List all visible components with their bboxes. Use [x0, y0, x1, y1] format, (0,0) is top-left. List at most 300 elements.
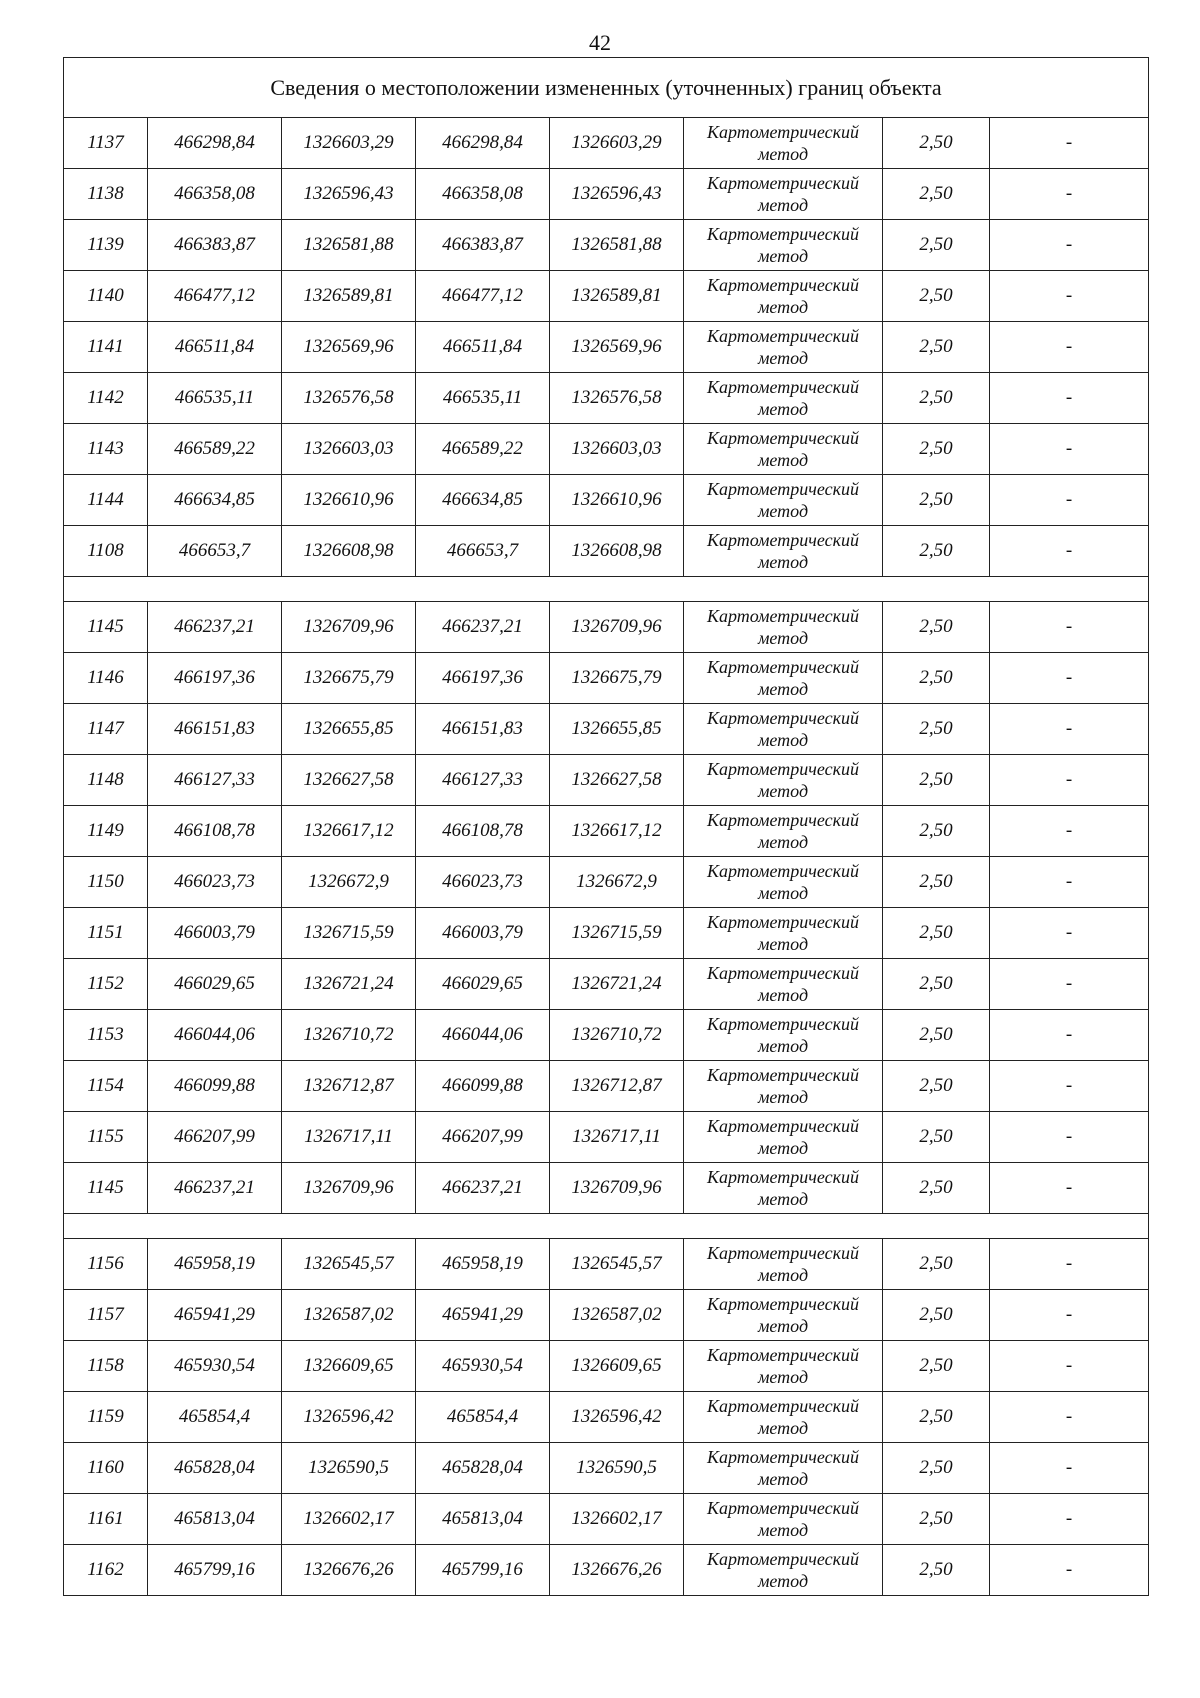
- method-line-2: метод: [757, 501, 809, 521]
- x-existing-cell: 466237,21: [148, 1163, 282, 1214]
- description-cell: -: [990, 1010, 1149, 1061]
- accuracy-cell: 2,50: [883, 704, 990, 755]
- accuracy-cell: 2,50: [883, 755, 990, 806]
- point-number-cell: 1155: [64, 1112, 148, 1163]
- method-line-1: Картометрический: [706, 1243, 859, 1263]
- table-title-row: [64, 58, 1149, 118]
- x-existing-cell: 466003,79: [148, 908, 282, 959]
- y-existing-cell: 1326581,88: [282, 220, 416, 271]
- method-line-1: Картометрический: [706, 377, 859, 397]
- x-existing-cell: 466127,33: [148, 755, 282, 806]
- point-number-cell: 1139: [64, 220, 148, 271]
- method-line-2: метод: [757, 628, 809, 648]
- method-line-2: метод: [757, 679, 809, 699]
- table-row: [64, 1290, 1149, 1341]
- description-cell: -: [990, 1443, 1149, 1494]
- accuracy-cell: 2,50: [883, 526, 990, 577]
- accuracy-cell: 2,50: [883, 1010, 990, 1061]
- method-line-2: метод: [757, 144, 809, 164]
- accuracy-cell: 2,50: [883, 806, 990, 857]
- point-number-cell: 1151: [64, 908, 148, 959]
- accuracy-cell: 2,50: [883, 1341, 990, 1392]
- method-line-2: метод: [757, 348, 809, 368]
- method-line-1: Картометрический: [706, 173, 859, 193]
- method-line-2: метод: [757, 552, 809, 572]
- method-line-2: метод: [757, 883, 809, 903]
- contour-separator-row: [64, 577, 1149, 602]
- y-refined-cell: 1326721,24: [550, 959, 684, 1010]
- y-refined-cell: 1326627,58: [550, 755, 684, 806]
- x-refined-cell: 466044,06: [416, 1010, 550, 1061]
- accuracy-cell: 2,50: [883, 1545, 990, 1596]
- y-refined-cell: 1326655,85: [550, 704, 684, 755]
- accuracy-cell: 2,50: [883, 169, 990, 220]
- table-row: [64, 1494, 1149, 1545]
- x-existing-cell: 465930,54: [148, 1341, 282, 1392]
- description-cell: -: [990, 857, 1149, 908]
- description-cell: -: [990, 1061, 1149, 1112]
- table-row: [64, 526, 1149, 577]
- point-number-cell: 1140: [64, 271, 148, 322]
- method-line-2: метод: [757, 1571, 809, 1591]
- description-cell: -: [990, 169, 1149, 220]
- point-number-cell: 1157: [64, 1290, 148, 1341]
- y-existing-cell: 1326596,42: [282, 1392, 416, 1443]
- method-cell: [684, 1392, 883, 1443]
- method-cell: [684, 1290, 883, 1341]
- y-refined-cell: 1326545,57: [550, 1239, 684, 1290]
- method-cell: [684, 908, 883, 959]
- description-cell: -: [990, 373, 1149, 424]
- method-line-1: Картометрический: [706, 1116, 859, 1136]
- description-cell: -: [990, 1341, 1149, 1392]
- x-existing-cell: 466358,08: [148, 169, 282, 220]
- contour-separator: [64, 577, 1149, 602]
- table-row: [64, 959, 1149, 1010]
- point-number-cell: 1154: [64, 1061, 148, 1112]
- method-line-1: Картометрический: [706, 479, 859, 499]
- table-row: [64, 908, 1149, 959]
- x-refined-cell: 466358,08: [416, 169, 550, 220]
- method-line-1: Картометрический: [706, 1345, 859, 1365]
- y-refined-cell: 1326576,58: [550, 373, 684, 424]
- method-line-2: метод: [757, 1367, 809, 1387]
- x-refined-cell: 466197,36: [416, 653, 550, 704]
- accuracy-cell: 2,50: [883, 1112, 990, 1163]
- description-cell: -: [990, 1290, 1149, 1341]
- description-cell: -: [990, 526, 1149, 577]
- x-refined-cell: 465941,29: [416, 1290, 550, 1341]
- point-number-cell: 1158: [64, 1341, 148, 1392]
- point-number-cell: 1145: [64, 602, 148, 653]
- method-line-1: Картометрический: [706, 326, 859, 346]
- method-line-1: Картометрический: [706, 912, 859, 932]
- point-number-cell: 1156: [64, 1239, 148, 1290]
- method-cell: [684, 857, 883, 908]
- method-line-2: метод: [757, 934, 809, 954]
- method-line-2: метод: [757, 832, 809, 852]
- accuracy-cell: 2,50: [883, 1392, 990, 1443]
- y-existing-cell: 1326603,03: [282, 424, 416, 475]
- x-refined-cell: 466029,65: [416, 959, 550, 1010]
- x-refined-cell: 465813,04: [416, 1494, 550, 1545]
- method-line-1: Картометрический: [706, 428, 859, 448]
- y-existing-cell: 1326709,96: [282, 602, 416, 653]
- point-number-cell: 1160: [64, 1443, 148, 1494]
- accuracy-cell: 2,50: [883, 908, 990, 959]
- table-row: [64, 271, 1149, 322]
- method-line-2: метод: [757, 297, 809, 317]
- y-refined-cell: 1326712,87: [550, 1061, 684, 1112]
- method-cell: [684, 1163, 883, 1214]
- method-line-1: Картометрический: [706, 1498, 859, 1518]
- description-cell: -: [990, 271, 1149, 322]
- method-line-1: Картометрический: [706, 1396, 859, 1416]
- table-row: [64, 1341, 1149, 1392]
- table-row: [64, 1163, 1149, 1214]
- point-number-cell: 1161: [64, 1494, 148, 1545]
- y-existing-cell: 1326596,43: [282, 169, 416, 220]
- method-cell: [684, 653, 883, 704]
- method-line-2: метод: [757, 1520, 809, 1540]
- description-cell: -: [990, 755, 1149, 806]
- method-line-2: метод: [757, 781, 809, 801]
- x-existing-cell: 466383,87: [148, 220, 282, 271]
- y-refined-cell: 1326596,42: [550, 1392, 684, 1443]
- method-line-1: Картометрический: [706, 275, 859, 295]
- method-line-1: Картометрический: [706, 122, 859, 142]
- description-cell: -: [990, 704, 1149, 755]
- table-row: [64, 806, 1149, 857]
- y-refined-cell: 1326675,79: [550, 653, 684, 704]
- description-cell: -: [990, 475, 1149, 526]
- x-refined-cell: 466298,84: [416, 118, 550, 169]
- method-line-1: Картометрический: [706, 861, 859, 881]
- x-existing-cell: 466477,12: [148, 271, 282, 322]
- point-number-cell: 1137: [64, 118, 148, 169]
- x-refined-cell: 466237,21: [416, 1163, 550, 1214]
- method-cell: [684, 602, 883, 653]
- y-existing-cell: 1326587,02: [282, 1290, 416, 1341]
- y-existing-cell: 1326569,96: [282, 322, 416, 373]
- method-line-2: метод: [757, 450, 809, 470]
- x-existing-cell: 465854,4: [148, 1392, 282, 1443]
- x-refined-cell: 466003,79: [416, 908, 550, 959]
- y-refined-cell: 1326717,11: [550, 1112, 684, 1163]
- y-existing-cell: 1326576,58: [282, 373, 416, 424]
- method-line-2: метод: [757, 1265, 809, 1285]
- y-existing-cell: 1326717,11: [282, 1112, 416, 1163]
- x-existing-cell: 466108,78: [148, 806, 282, 857]
- description-cell: -: [990, 1163, 1149, 1214]
- method-cell: [684, 1239, 883, 1290]
- accuracy-cell: 2,50: [883, 653, 990, 704]
- y-existing-cell: 1326603,29: [282, 118, 416, 169]
- method-line-2: метод: [757, 1316, 809, 1336]
- y-existing-cell: 1326627,58: [282, 755, 416, 806]
- point-number-cell: 1138: [64, 169, 148, 220]
- method-line-2: метод: [757, 246, 809, 266]
- y-existing-cell: 1326675,79: [282, 653, 416, 704]
- description-cell: -: [990, 653, 1149, 704]
- x-refined-cell: 466589,22: [416, 424, 550, 475]
- y-refined-cell: 1326609,65: [550, 1341, 684, 1392]
- method-cell: [684, 526, 883, 577]
- method-cell: [684, 169, 883, 220]
- y-refined-cell: 1326610,96: [550, 475, 684, 526]
- y-existing-cell: 1326710,72: [282, 1010, 416, 1061]
- point-number-cell: 1146: [64, 653, 148, 704]
- point-number-cell: 1149: [64, 806, 148, 857]
- method-line-1: Картометрический: [706, 708, 859, 728]
- description-cell: -: [990, 424, 1149, 475]
- y-existing-cell: 1326609,65: [282, 1341, 416, 1392]
- method-cell: [684, 959, 883, 1010]
- method-line-2: метод: [757, 195, 809, 215]
- x-existing-cell: 466511,84: [148, 322, 282, 373]
- accuracy-cell: 2,50: [883, 220, 990, 271]
- x-refined-cell: 466127,33: [416, 755, 550, 806]
- method-cell: [684, 322, 883, 373]
- x-existing-cell: 466535,11: [148, 373, 282, 424]
- method-line-1: Картометрический: [706, 963, 859, 983]
- description-cell: -: [990, 118, 1149, 169]
- page-number: 42: [589, 30, 611, 55]
- table-row: [64, 1443, 1149, 1494]
- y-existing-cell: 1326712,87: [282, 1061, 416, 1112]
- accuracy-cell: 2,50: [883, 1443, 990, 1494]
- table-row: [64, 373, 1149, 424]
- contour-separator-row: [64, 1214, 1149, 1239]
- method-cell: [684, 1494, 883, 1545]
- x-refined-cell: 466099,88: [416, 1061, 550, 1112]
- method-cell: [684, 475, 883, 526]
- method-cell: [684, 704, 883, 755]
- point-number-cell: 1148: [64, 755, 148, 806]
- x-refined-cell: 465958,19: [416, 1239, 550, 1290]
- table-row: [64, 424, 1149, 475]
- method-line-1: Картометрический: [706, 224, 859, 244]
- method-line-1: Картометрический: [706, 1447, 859, 1467]
- description-cell: -: [990, 1494, 1149, 1545]
- y-existing-cell: 1326602,17: [282, 1494, 416, 1545]
- table-row: [64, 220, 1149, 271]
- accuracy-cell: 2,50: [883, 271, 990, 322]
- method-line-2: метод: [757, 985, 809, 1005]
- y-existing-cell: 1326672,9: [282, 857, 416, 908]
- table-row: [64, 1239, 1149, 1290]
- table-row: [64, 1010, 1149, 1061]
- y-refined-cell: 1326709,96: [550, 602, 684, 653]
- point-number-cell: 1162: [64, 1545, 148, 1596]
- x-refined-cell: 466634,85: [416, 475, 550, 526]
- x-existing-cell: 466029,65: [148, 959, 282, 1010]
- point-number-cell: 1147: [64, 704, 148, 755]
- method-cell: [684, 1112, 883, 1163]
- table-row: [64, 475, 1149, 526]
- description-cell: -: [990, 1239, 1149, 1290]
- accuracy-cell: 2,50: [883, 1061, 990, 1112]
- method-line-2: метод: [757, 1189, 809, 1209]
- x-refined-cell: 466237,21: [416, 602, 550, 653]
- method-cell: [684, 1443, 883, 1494]
- x-existing-cell: 466023,73: [148, 857, 282, 908]
- point-number-cell: 1142: [64, 373, 148, 424]
- description-cell: -: [990, 1112, 1149, 1163]
- y-refined-cell: 1326587,02: [550, 1290, 684, 1341]
- x-existing-cell: 466589,22: [148, 424, 282, 475]
- description-cell: -: [990, 220, 1149, 271]
- x-refined-cell: 465854,4: [416, 1392, 550, 1443]
- method-line-1: Картометрический: [706, 1065, 859, 1085]
- y-refined-cell: 1326581,88: [550, 220, 684, 271]
- method-line-2: метод: [757, 399, 809, 419]
- method-line-2: метод: [757, 1469, 809, 1489]
- method-cell: [684, 806, 883, 857]
- y-refined-cell: 1326590,5: [550, 1443, 684, 1494]
- y-existing-cell: 1326715,59: [282, 908, 416, 959]
- y-existing-cell: 1326721,24: [282, 959, 416, 1010]
- method-line-2: метод: [757, 1418, 809, 1438]
- method-line-1: Картометрический: [706, 1549, 859, 1569]
- boundary-coordinates-table: [63, 57, 1149, 1596]
- x-existing-cell: 465941,29: [148, 1290, 282, 1341]
- table-row: [64, 857, 1149, 908]
- point-number-cell: 1145: [64, 1163, 148, 1214]
- accuracy-cell: 2,50: [883, 118, 990, 169]
- point-number-cell: 1108: [64, 526, 148, 577]
- x-refined-cell: 466023,73: [416, 857, 550, 908]
- table-row: [64, 602, 1149, 653]
- x-existing-cell: 466207,99: [148, 1112, 282, 1163]
- method-cell: [684, 1545, 883, 1596]
- y-existing-cell: 1326545,57: [282, 1239, 416, 1290]
- description-cell: -: [990, 1545, 1149, 1596]
- method-cell: [684, 271, 883, 322]
- method-cell: [684, 755, 883, 806]
- accuracy-cell: 2,50: [883, 1239, 990, 1290]
- table-row: [64, 169, 1149, 220]
- accuracy-cell: 2,50: [883, 1494, 990, 1545]
- method-line-1: Картометрический: [706, 1014, 859, 1034]
- y-refined-cell: 1326569,96: [550, 322, 684, 373]
- x-refined-cell: 465828,04: [416, 1443, 550, 1494]
- x-refined-cell: 465799,16: [416, 1545, 550, 1596]
- y-refined-cell: 1326596,43: [550, 169, 684, 220]
- method-line-1: Картометрический: [706, 810, 859, 830]
- accuracy-cell: 2,50: [883, 1290, 990, 1341]
- method-cell: [684, 1341, 883, 1392]
- x-refined-cell: 466207,99: [416, 1112, 550, 1163]
- y-refined-cell: 1326710,72: [550, 1010, 684, 1061]
- x-refined-cell: 466653,7: [416, 526, 550, 577]
- accuracy-cell: 2,50: [883, 857, 990, 908]
- y-existing-cell: 1326610,96: [282, 475, 416, 526]
- x-refined-cell: 466383,87: [416, 220, 550, 271]
- accuracy-cell: 2,50: [883, 373, 990, 424]
- x-existing-cell: 466298,84: [148, 118, 282, 169]
- x-existing-cell: 466044,06: [148, 1010, 282, 1061]
- x-existing-cell: 466237,21: [148, 602, 282, 653]
- point-number-cell: 1144: [64, 475, 148, 526]
- method-line-2: метод: [757, 1087, 809, 1107]
- x-existing-cell: 466099,88: [148, 1061, 282, 1112]
- table-row: [64, 322, 1149, 373]
- point-number-cell: 1143: [64, 424, 148, 475]
- y-refined-cell: 1326603,03: [550, 424, 684, 475]
- x-existing-cell: 466197,36: [148, 653, 282, 704]
- point-number-cell: 1153: [64, 1010, 148, 1061]
- method-cell: [684, 373, 883, 424]
- point-number-cell: 1152: [64, 959, 148, 1010]
- description-cell: -: [990, 806, 1149, 857]
- x-existing-cell: 465813,04: [148, 1494, 282, 1545]
- method-cell: [684, 118, 883, 169]
- accuracy-cell: 2,50: [883, 424, 990, 475]
- table-row: [64, 653, 1149, 704]
- table-row: [64, 118, 1149, 169]
- method-line-1: Картометрический: [706, 759, 859, 779]
- x-refined-cell: 466108,78: [416, 806, 550, 857]
- point-number-cell: 1141: [64, 322, 148, 373]
- method-line-1: Картометрический: [706, 1167, 859, 1187]
- x-refined-cell: 466477,12: [416, 271, 550, 322]
- y-refined-cell: 1326589,81: [550, 271, 684, 322]
- table-row: [64, 755, 1149, 806]
- y-refined-cell: 1326608,98: [550, 526, 684, 577]
- method-cell: [684, 220, 883, 271]
- method-cell: [684, 1061, 883, 1112]
- y-refined-cell: 1326715,59: [550, 908, 684, 959]
- method-line-1: Картометрический: [706, 530, 859, 550]
- x-refined-cell: 466151,83: [416, 704, 550, 755]
- y-refined-cell: 1326603,29: [550, 118, 684, 169]
- y-existing-cell: 1326617,12: [282, 806, 416, 857]
- x-existing-cell: 466653,7: [148, 526, 282, 577]
- y-existing-cell: 1326676,26: [282, 1545, 416, 1596]
- table-row: [64, 1545, 1149, 1596]
- description-cell: -: [990, 908, 1149, 959]
- table-row: [64, 1392, 1149, 1443]
- table-row: [64, 1061, 1149, 1112]
- x-existing-cell: 465958,19: [148, 1239, 282, 1290]
- point-number-cell: 1159: [64, 1392, 148, 1443]
- accuracy-cell: 2,50: [883, 1163, 990, 1214]
- x-refined-cell: 466535,11: [416, 373, 550, 424]
- method-line-2: метод: [757, 730, 809, 750]
- y-refined-cell: 1326709,96: [550, 1163, 684, 1214]
- contour-separator: [64, 1214, 1149, 1239]
- y-refined-cell: 1326617,12: [550, 806, 684, 857]
- method-cell: [684, 1010, 883, 1061]
- y-refined-cell: 1326672,9: [550, 857, 684, 908]
- method-line-1: Картометрический: [706, 1294, 859, 1314]
- method-line-2: метод: [757, 1138, 809, 1158]
- y-existing-cell: 1326709,96: [282, 1163, 416, 1214]
- method-cell: [684, 424, 883, 475]
- table-row: [64, 704, 1149, 755]
- table-title: Сведения о местоположении измененных (уточненных) границ объекта: [64, 58, 1149, 118]
- description-cell: -: [990, 602, 1149, 653]
- x-refined-cell: 465930,54: [416, 1341, 550, 1392]
- x-existing-cell: 465828,04: [148, 1443, 282, 1494]
- method-line-1: Картометрический: [706, 606, 859, 626]
- x-existing-cell: 466634,85: [148, 475, 282, 526]
- accuracy-cell: 2,50: [883, 322, 990, 373]
- method-line-1: Картометрический: [706, 657, 859, 677]
- x-existing-cell: 466151,83: [148, 704, 282, 755]
- table-row: [64, 1112, 1149, 1163]
